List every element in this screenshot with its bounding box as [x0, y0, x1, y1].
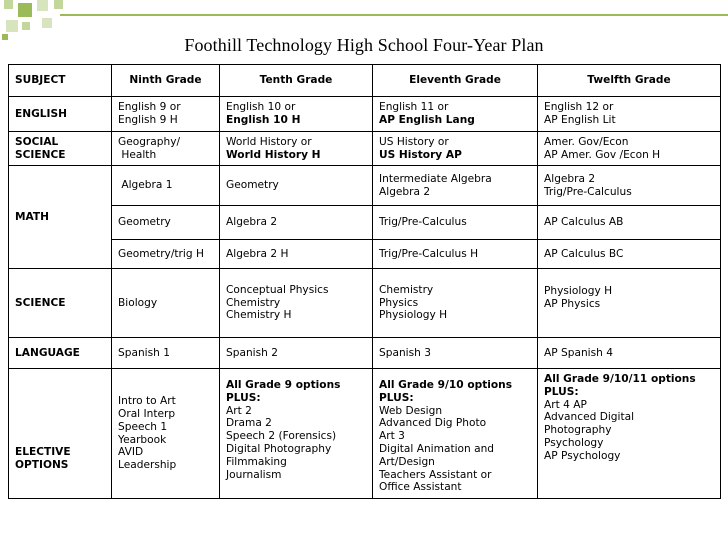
cell-line: AP English Lit	[544, 114, 616, 126]
subject-science: SCIENCE	[9, 269, 112, 338]
math-row-1	[9, 166, 721, 206]
math-r3-g10: Algebra 2 H	[220, 240, 373, 269]
cell-line: Yearbook	[118, 433, 167, 446]
cell-line: Algebra 2	[379, 185, 431, 198]
social-g12	[538, 132, 721, 166]
cell-line: Intro to Art	[118, 395, 176, 408]
cell-line: Filmmaking	[226, 455, 287, 468]
elective-g9	[112, 369, 220, 499]
cell-line: US History AP	[379, 148, 462, 161]
cell-line: Art 3	[379, 430, 405, 443]
cell-line: Advanced Digital	[544, 411, 635, 424]
cell-line: Web Design	[379, 404, 443, 417]
cell-line: Speech 1	[118, 420, 168, 433]
four-year-plan-table	[8, 64, 721, 499]
cell-line: SCIENCE	[15, 148, 66, 161]
math-row-3	[9, 240, 721, 269]
math-r2-g11: Trig/Pre-Calculus	[373, 206, 538, 240]
cell-line: AP Physics	[544, 297, 601, 310]
header-ninth-grade: Ninth Grade	[112, 65, 220, 97]
cell-line: All Grade 9/10 options PLUS:	[379, 379, 513, 404]
cell-line: English 9 H	[118, 114, 178, 126]
math-row-2	[9, 206, 721, 240]
header-row	[9, 65, 721, 97]
cell-line: Psychology	[544, 436, 604, 449]
science-g11	[373, 269, 538, 338]
cell-line: Conceptual Physics	[226, 283, 329, 296]
cell-line: Journalism	[226, 468, 282, 481]
cell-line: English 12 or	[544, 101, 614, 114]
cell-line: Trig/Pre-Calculus	[544, 185, 632, 198]
cell-line: Art 4 AP	[544, 398, 587, 411]
cell-line: Chemistry	[226, 296, 281, 309]
cell-line: English 10 H	[226, 114, 301, 126]
english-row	[9, 97, 721, 132]
language-row	[9, 338, 721, 369]
cell-line: All Grade 9/10/11 options	[544, 373, 696, 385]
cell-line: World History H	[226, 148, 321, 161]
cell-line: Leadership	[118, 459, 177, 472]
english-g9	[112, 97, 220, 132]
math-r2-g12: AP Calculus AB	[538, 206, 721, 240]
subject-english: ENGLISH	[9, 97, 112, 132]
cell-line: Digital Photography	[226, 442, 332, 455]
cell-line: Art 2	[226, 404, 252, 417]
science-g10	[220, 269, 373, 338]
header-subject: SUBJECT	[9, 65, 112, 97]
cell-line: PLUS:	[544, 385, 579, 398]
elective-g11	[373, 369, 538, 499]
english-g10	[220, 97, 373, 132]
cell-line: World History or	[226, 135, 312, 148]
cell-line: Art/Design	[379, 455, 435, 468]
header-tenth-grade: Tenth Grade	[220, 65, 373, 97]
language-g9: Spanish 1	[112, 338, 220, 369]
cell-line: AVID	[118, 446, 144, 459]
cell-line: AP Psychology	[544, 449, 621, 462]
math-r1-g9: Algebra 1	[112, 166, 220, 206]
cell-line: Photography	[544, 424, 612, 437]
language-g11: Spanish 3	[373, 338, 538, 369]
language-g12: AP Spanish 4	[538, 338, 721, 369]
subject-math: MATH	[9, 166, 112, 269]
elective-row	[9, 369, 721, 499]
cell-line: AP English Lang	[379, 114, 475, 126]
subject-social-science	[9, 132, 112, 166]
science-row	[9, 269, 721, 338]
math-r1-g11	[373, 166, 538, 206]
subject-language: LANGUAGE	[9, 338, 112, 369]
subject-elective-options	[9, 369, 112, 499]
header-twelfth-grade: Twelfth Grade	[538, 65, 721, 97]
cell-line: Chemistry H	[226, 309, 292, 322]
page-title: Foothill Technology High School Four-Year Plan	[184, 35, 544, 55]
social-g10	[220, 132, 373, 166]
cell-line: Advanced Dig Photo	[379, 417, 487, 430]
cell-line: English 10 or	[226, 101, 296, 114]
math-r1-g10: Geometry	[220, 166, 373, 206]
cell-line: US History or	[379, 135, 449, 148]
cell-line: Digital Animation and	[379, 442, 495, 455]
science-g9: Biology	[112, 269, 220, 338]
cell-line: Physiology H	[379, 309, 448, 322]
cell-line: Chemistry	[379, 283, 434, 296]
cell-line: English 11 or	[379, 101, 449, 114]
math-r2-g9: Geometry	[112, 206, 220, 240]
cell-line: Amer. Gov/Econ	[544, 135, 629, 148]
elective-g10	[220, 369, 373, 499]
math-r3-g12: AP Calculus BC	[538, 240, 721, 269]
cell-line: Intermediate Algebra	[379, 172, 492, 185]
math-r3-g11: Trig/Pre-Calculus H	[373, 240, 538, 269]
language-g10: Spanish 2	[220, 338, 373, 369]
cell-line: Office Assistant	[379, 481, 462, 494]
cell-line: SOCIAL	[15, 135, 59, 148]
math-r1-g12	[538, 166, 721, 206]
cell-line: AP Amer. Gov /Econ H	[544, 148, 661, 161]
social-g11	[373, 132, 538, 166]
cell-line: Physiology H	[544, 285, 613, 297]
header-eleventh-grade: Eleventh Grade	[373, 65, 538, 97]
math-r3-g9: Geometry/trig H	[112, 240, 220, 269]
elective-g12	[538, 369, 721, 499]
cell-line: Health	[118, 148, 157, 161]
cell-line: Drama 2	[226, 417, 272, 430]
english-g12	[538, 97, 721, 132]
english-g11	[373, 97, 538, 132]
cell-line: ELECTIVE	[15, 446, 71, 459]
cell-line: All Grade 9 options PLUS:	[226, 379, 341, 404]
cell-line: Physics	[379, 296, 419, 309]
cell-line: Teachers Assistant or	[379, 468, 492, 481]
cell-line: Oral Interp	[118, 408, 176, 421]
cell-line: OPTIONS	[15, 459, 69, 472]
cell-line: English 9 or	[118, 101, 181, 114]
cell-line: Speech 2 (Forensics)	[226, 430, 337, 443]
cell-line: Algebra 2	[544, 172, 596, 185]
cell-line: Geography/	[118, 135, 181, 148]
social-science-row	[9, 132, 721, 166]
math-r2-g10: Algebra 2	[220, 206, 373, 240]
science-g12	[538, 269, 721, 338]
social-g9	[112, 132, 220, 166]
